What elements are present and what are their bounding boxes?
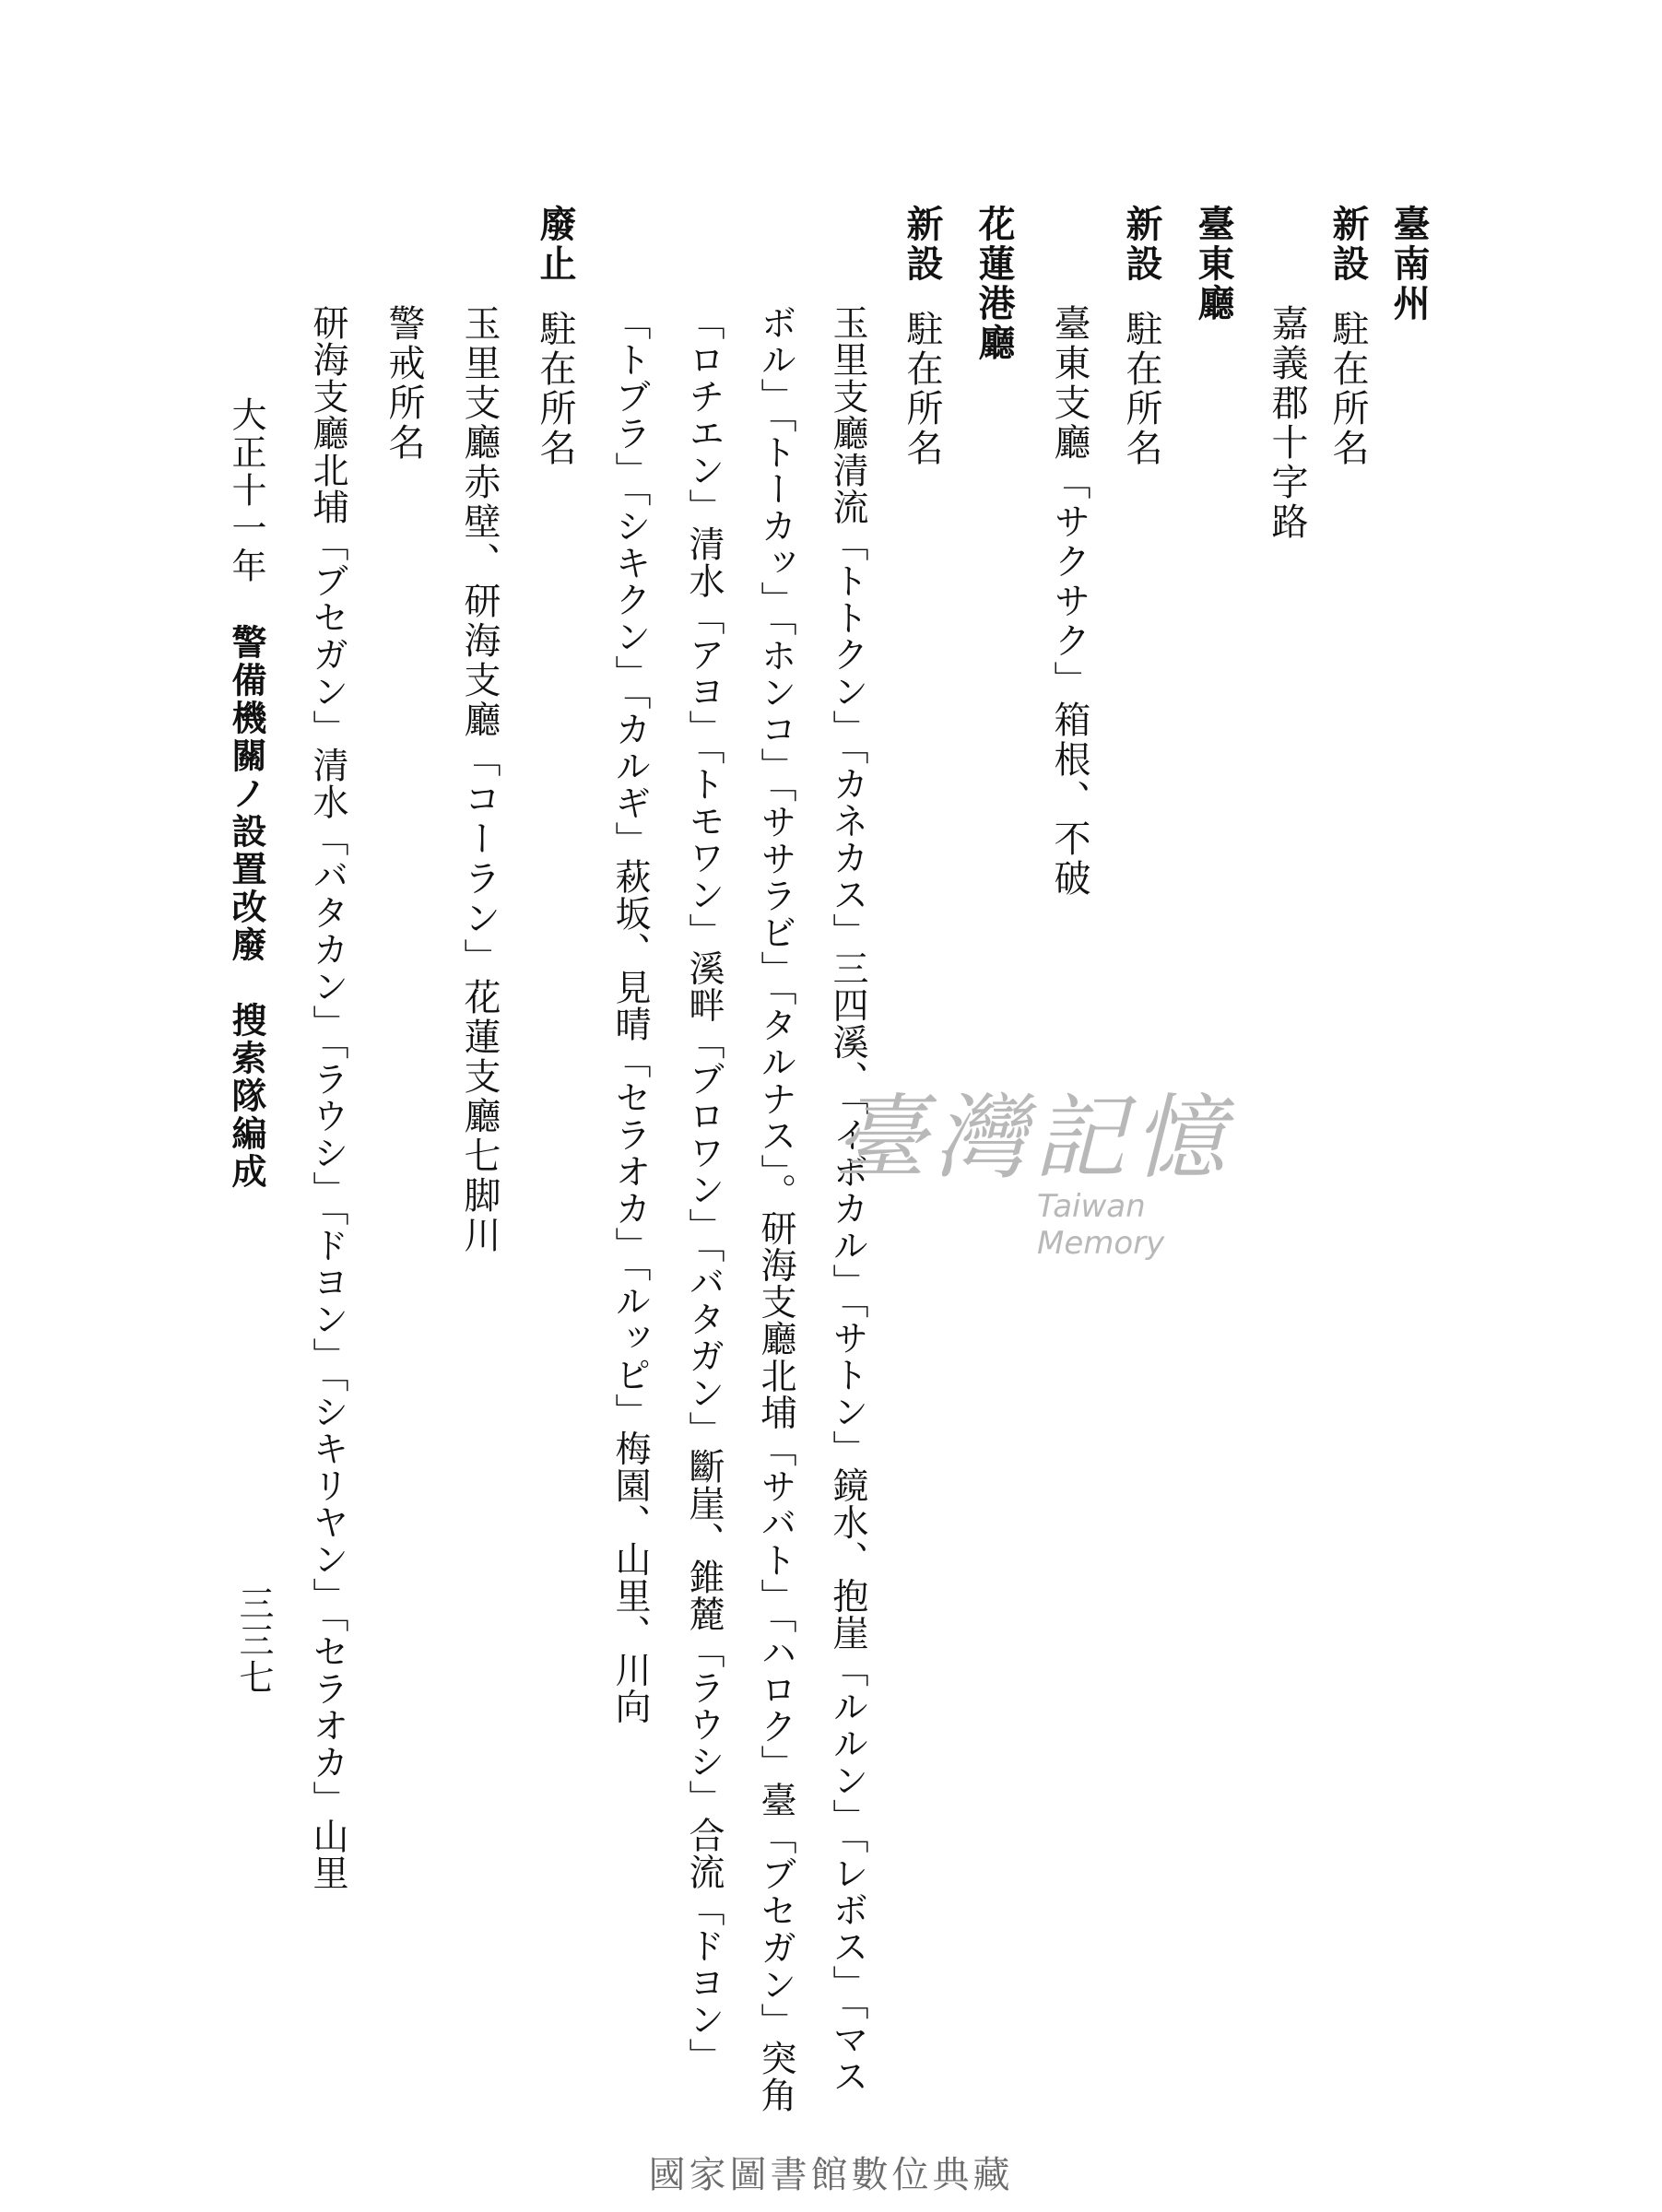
heading-taitung-office: [1192, 205, 1235, 324]
heading-tainan-prefecture: [1387, 205, 1431, 324]
column-text: 駐在所名: [534, 310, 576, 468]
column-text: 臺東支廳「サクサク」箱根、不破: [1048, 304, 1090, 899]
column-taitung-entry: [1048, 304, 1090, 899]
column-head: 廢止: [534, 205, 577, 284]
column-abolished-stations: [534, 205, 577, 468]
column-head: 臺東廳: [1192, 205, 1235, 324]
column-hualien-entry-3: [683, 304, 725, 2075]
column-text: 玉里支廳清流「トトクン」「カネカス」三四溪、「イボカル」「サトン」鏡水、抱崖「ルルン」「レボス」「マス: [827, 304, 868, 2095]
column-text: 駐在所名: [1326, 310, 1369, 468]
column-head: 新設: [1326, 205, 1370, 284]
column-text: 駐在所名: [1120, 310, 1162, 468]
column-text: 嘉義郡十字路: [1266, 304, 1308, 542]
running-head: [226, 396, 267, 1191]
footer-library-archive: 國家圖書館數位典藏: [648, 2154, 1014, 2196]
running-head-era: 大正十一年: [226, 396, 266, 585]
column-text: 玉里支廳赤壁、研海支廳「コーラン」花蓮支廳七脚川: [458, 304, 501, 1255]
column-text: 警戒所名: [383, 304, 425, 463]
heading-hualien-office: [972, 205, 1016, 363]
running-head-title: 警備機關ノ設置改廢 搜索隊編成: [226, 624, 267, 1191]
column-new-stations-hualien: [901, 205, 944, 468]
column-text: 研海支廳北埔「ブセガン」清水「バタカン」「ラウシ」「ドヨン」「シキリヤン」「セラオカ」山里: [307, 304, 348, 1891]
column-new-stations-taitung: [1120, 205, 1163, 468]
watermark: [834, 1084, 1277, 1262]
column-guard-posts-label: [383, 304, 425, 463]
column-chiayi-entry: [1266, 304, 1308, 542]
column-text: ボル」「トーカッ」「ホンコ」「ササラビ」「タルナス」。研海支廳北埔「サバト」「ハロク」臺「ブセガン」突角: [755, 304, 796, 2113]
column-hualien-entry-2: [755, 304, 796, 2113]
column-hualien-entry-4: [609, 304, 651, 1725]
watermark-chinese: 臺灣記憶: [834, 1084, 1232, 1192]
column-text: 「ロチエン」清水「アヨ」「トモワン」溪畔「ブロワン」「バタガン」斷崖、錐麓「ラウシ」合流「ドヨン」: [683, 304, 725, 2075]
column-head: 花蓮港廳: [972, 205, 1016, 363]
column-guard-posts-entry: [307, 304, 348, 1891]
column-text: 駐在所名: [901, 310, 943, 468]
column-abolished-stations-entry: [458, 304, 501, 1255]
column-new-stations-tainan: [1326, 205, 1370, 468]
column-head: 新設: [1120, 205, 1163, 284]
column-head: 臺南州: [1387, 205, 1431, 324]
column-head: 新設: [901, 205, 944, 284]
column-text: 「トブラ」「シキクン」「カルギ」萩坂、見晴「セラオカ」「ルッピ」梅園、山里、川向: [609, 304, 651, 1725]
page-number: 三三七: [233, 1585, 274, 1696]
watermark-english: Taiwan Memory: [1037, 1188, 1165, 1262]
